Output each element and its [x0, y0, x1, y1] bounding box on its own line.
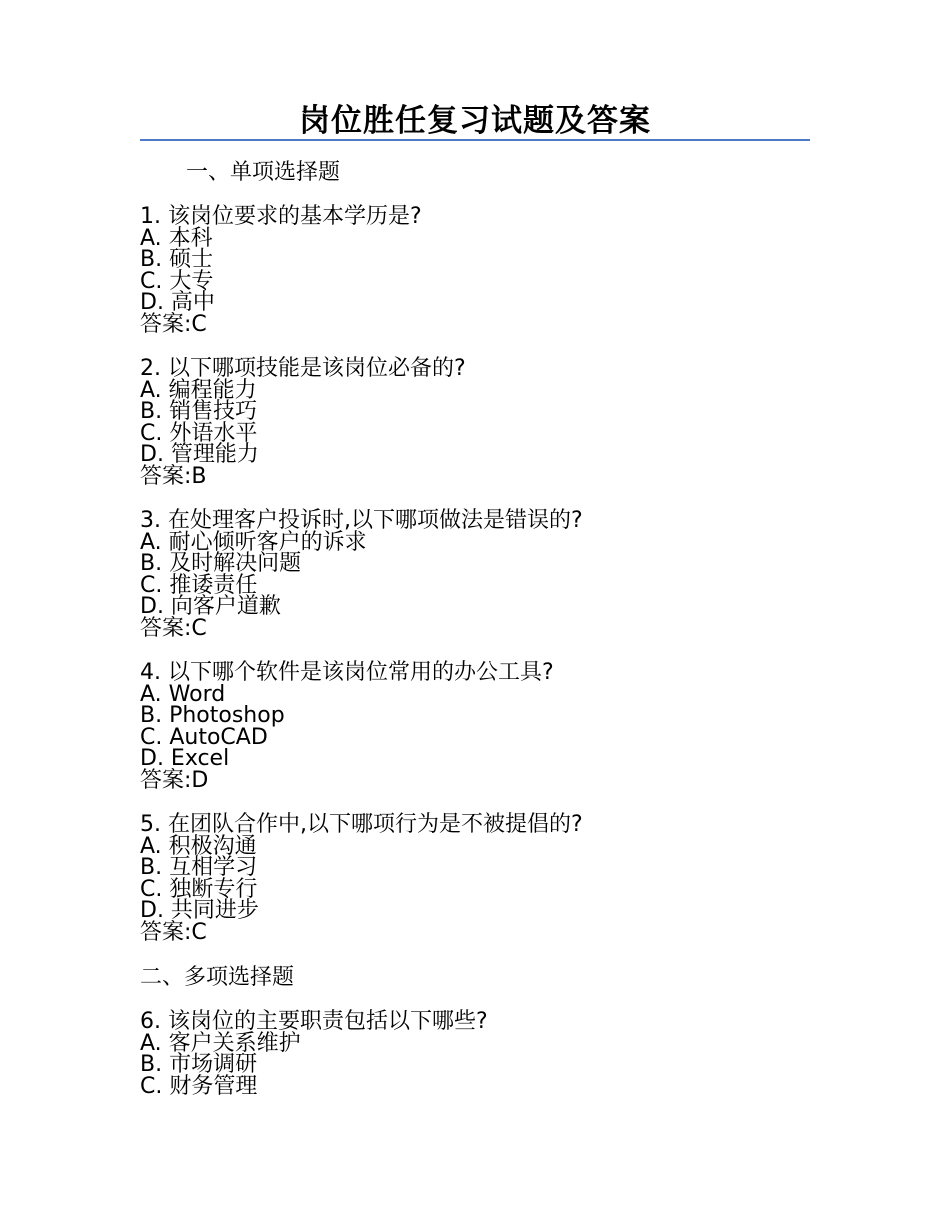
answer-text: 答案:C [140, 919, 207, 945]
option-c: C. AutoCAD [140, 724, 268, 750]
question-block-2 [140, 358, 466, 488]
option-c: C. 推诿责任 [140, 572, 258, 598]
question-block-4 [140, 662, 554, 792]
option-a: A. Word [140, 681, 226, 707]
question-block-1 [140, 206, 422, 336]
question-block-6 [140, 1011, 488, 1097]
option-b: B. 硕士 [140, 247, 214, 273]
option-c: C. 外语水平 [140, 420, 258, 446]
option-d: D. 管理能力 [140, 442, 259, 468]
answer-text: 答案:C [140, 311, 207, 337]
question-text: 3. 在处理客户投诉时,以下哪项做法是错误的? [140, 508, 583, 533]
question-text: 2. 以下哪项技能是该岗位必备的? [140, 356, 466, 381]
question-text: 6. 该岗位的主要职责包括以下哪些? [140, 1009, 488, 1034]
option-b: B. 销售技巧 [140, 399, 258, 425]
document-title: 岗位胜任复习试题及答案 [299, 103, 651, 139]
question-text: 1. 该岗位要求的基本学历是? [140, 204, 422, 229]
option-b: B. Photoshop [140, 703, 285, 729]
section-heading-single-choice: 一、单项选择题 [186, 160, 341, 185]
option-d: D. Excel [140, 746, 230, 772]
option-d: D. 高中 [140, 290, 215, 316]
answer-text: 答案:C [140, 615, 207, 641]
answer-text: 答案:D [140, 767, 209, 793]
section-heading-multiple-choice: 二、多项选择题 [140, 965, 295, 990]
option-c: C. 独断专行 [140, 876, 258, 902]
option-c: C. 大专 [140, 268, 214, 294]
title-underline [140, 139, 810, 141]
option-b: B. 互相学习 [140, 855, 258, 881]
option-a: A. 客户关系维护 [140, 1030, 301, 1056]
option-a: A. 耐心倾听客户的诉求 [140, 529, 367, 555]
option-a: A. 积极沟通 [140, 833, 257, 859]
option-d: D. 向客户道歉 [140, 594, 281, 620]
question-text: 5. 在团队合作中,以下哪项行为是不被提倡的? [140, 812, 583, 837]
answer-text: 答案:B [140, 463, 207, 489]
question-block-5 [140, 814, 583, 944]
option-a: A. 本科 [140, 225, 213, 251]
question-block-3 [140, 510, 583, 640]
option-c: C. 财务管理 [140, 1073, 258, 1099]
option-d: D. 共同进步 [140, 898, 259, 924]
option-b: B. 及时解决问题 [140, 551, 302, 577]
question-text: 4. 以下哪个软件是该岗位常用的办公工具? [140, 660, 554, 685]
option-b: B. 市场调研 [140, 1052, 258, 1078]
option-a: A. 编程能力 [140, 377, 257, 403]
